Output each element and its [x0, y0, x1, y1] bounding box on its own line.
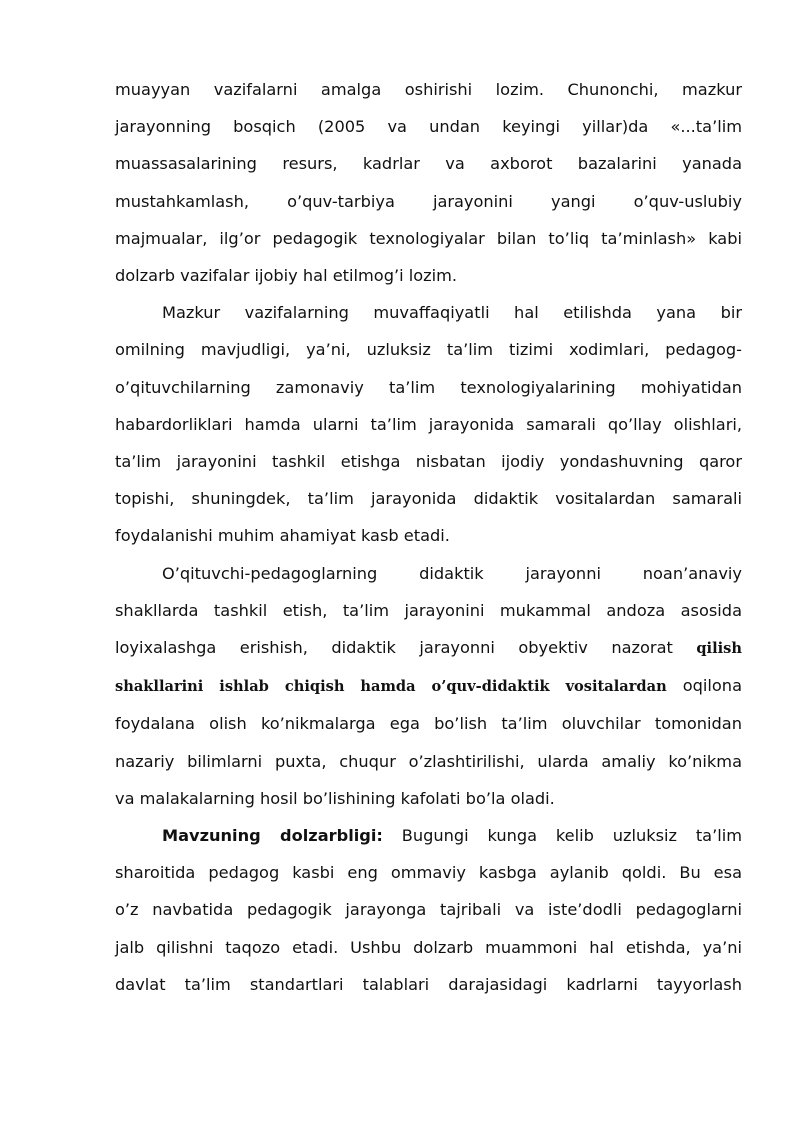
text-line: foydalana olish ko’nikmalarga ega bo’lish ta’lim oluvchilar tomonidan — [115, 714, 742, 734]
text-line: habardorliklari hamda ularni ta’lim jarayonida samarali qo’llay olishlari, — [115, 414, 742, 434]
paragraph-4 — [115, 817, 742, 1003]
text-line: majmualar, ilg’or pedagogik texnologiyalar bilan to’liq ta’minlash» kabi — [115, 228, 742, 248]
section-heading: Mavzuning dolzarbligi: — [162, 826, 383, 846]
text-line: davlat ta’lim standartlari talablari darajasidagi kadrlarni tayyorlash — [115, 974, 742, 994]
text-line: dolzarb vazifalar ijobiy hal etilmog’i lozim. — [115, 266, 458, 286]
paragraph-1 — [115, 71, 742, 294]
document-page — [115, 71, 742, 1003]
text-line: sharoitida pedagog kasbi eng ommaviy kasbga aylanib qoldi. Bu esa — [115, 863, 742, 883]
bold-text-run: qilish — [696, 640, 742, 658]
text-line: o’qituvchilarning zamonaviy ta’lim texnologiyalarining mohiyatidan — [115, 377, 742, 397]
text-line: shakllarda tashkil etish, ta’lim jarayonini mukammal andoza asosida — [115, 600, 742, 620]
text-line: nazariy bilimlarni puxta, chuqur o’zlashtirilishi, ularda amaliy ko’nikma — [115, 751, 742, 771]
text-line: o’z navbatida pedagogik jarayonga tajribali va iste’dodli pedagoglarni — [115, 900, 742, 920]
text-line: foydalanishi muhim ahamiyat kasb etadi. — [115, 526, 450, 546]
text-run: loyixalashga erishish, didaktik jarayonni obyektiv nazorat — [115, 638, 697, 658]
paragraph-3 — [115, 555, 742, 817]
text-line: O’qituvchi-pedagoglarning didaktik jarayonni noan’anaviy — [162, 563, 742, 583]
text-line: omilning mavjudligi, ya’ni, uzluksiz ta’lim tizimi xodimlari, pedagog- — [115, 340, 742, 360]
text-line: mustahkamlash, o’quv-tarbiya jarayonini yangi o’quv-uslubiy — [115, 191, 742, 211]
text-run: Bugungi kunga kelib uzluksiz ta’lim — [382, 826, 743, 846]
text-line: muayyan vazifalarni amalga oshirishi lozim. Chunonchi, mazkur — [115, 80, 742, 99]
text-line: muassasalarining resurs, kadrlar va axborot bazalarini yanada — [115, 154, 742, 174]
text-line — [115, 667, 742, 705]
text-line: ta’lim jarayonini tashkil etishga nisbatan ijodiy yondashuvning qaror — [115, 452, 742, 472]
text-line: va malakalarning hosil bo’lishining kafolati bo’la oladi. — [115, 788, 555, 808]
text-line: jalb qilishni taqozo etadi. Ushbu dolzarb muammoni hal etishda, ya’ni — [115, 937, 742, 957]
text-run: oqilona — [666, 676, 742, 696]
text-line: Mazkur vazifalarning muvaffaqiyatli hal etilishda yana bir — [162, 303, 742, 323]
paragraph-2 — [115, 294, 742, 554]
text-line: jarayonning bosqich (2005 va undan keyingi yillar)da «...ta’lim — [115, 117, 742, 137]
text-line — [115, 817, 742, 854]
text-line — [115, 629, 742, 667]
text-line: topishi, shuningdek, ta’lim jarayonida didaktik vositalardan samarali — [115, 489, 742, 509]
bold-text-run: shakllarini ishlab chiqish hamda o’quv-didaktik vositalardan — [115, 678, 667, 696]
